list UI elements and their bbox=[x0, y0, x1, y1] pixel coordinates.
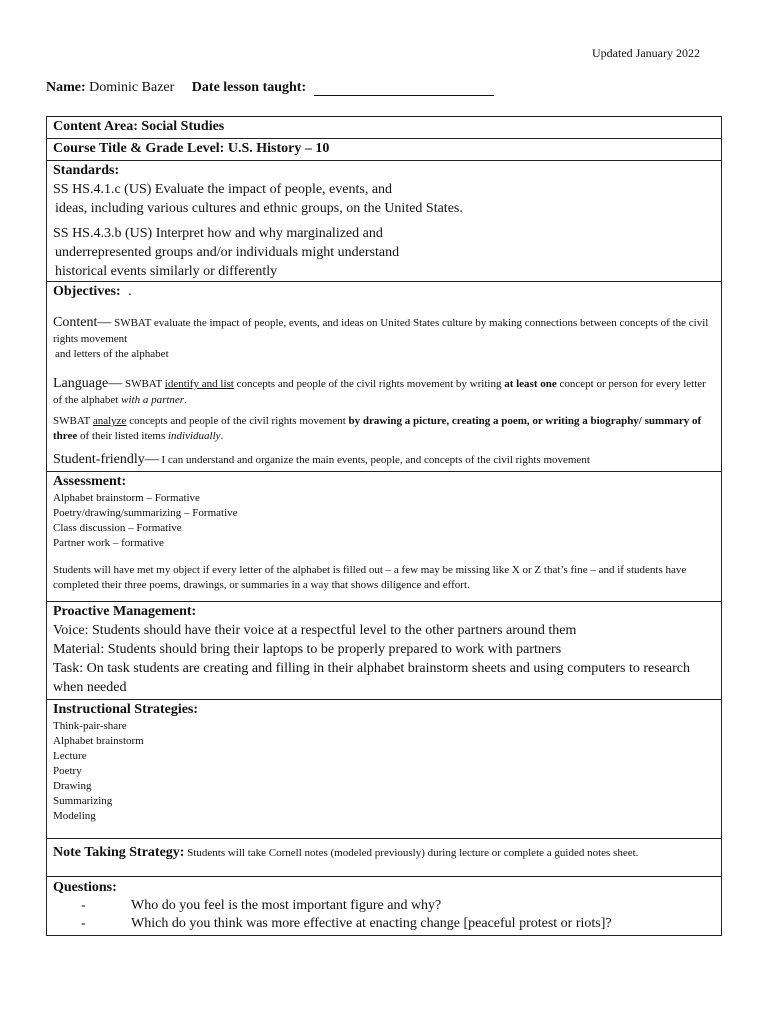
name-label: Name: bbox=[46, 80, 86, 95]
strategy-item: Poetry bbox=[53, 765, 82, 777]
lesson-plan-table bbox=[46, 116, 722, 936]
teacher-name: Dominic Bazer bbox=[89, 80, 175, 95]
objective-swbat bbox=[53, 414, 715, 444]
questions-section bbox=[47, 877, 721, 935]
content-area: Content Area: Social Studies bbox=[47, 117, 721, 139]
lang-bold: at least one bbox=[504, 378, 557, 390]
lang-text-c: concept or person for every letter of the alphabet bbox=[53, 378, 706, 406]
content-label: Content— bbox=[53, 315, 112, 330]
swbat-text-a: SWBAT bbox=[53, 415, 93, 427]
management-heading: Proactive Management: bbox=[53, 604, 197, 619]
strategy-item: Drawing bbox=[53, 780, 92, 792]
standards-heading: Standards: bbox=[53, 163, 120, 178]
date-blank-line bbox=[314, 81, 494, 96]
assessment-item: Poetry/drawing/summarizing – Formative bbox=[53, 507, 238, 519]
standards-section bbox=[47, 161, 721, 282]
swbat-text-c: of their listed items bbox=[77, 430, 168, 442]
swbat-bold: by drawing a picture, creating a poem, or writing a biography/ summary of three bbox=[53, 415, 702, 442]
objective-language bbox=[53, 374, 715, 408]
assessment-section bbox=[47, 472, 721, 602]
updated-date: Updated January 2022 bbox=[592, 46, 700, 60]
lang-underlined: identify and list bbox=[164, 378, 234, 390]
question-item bbox=[53, 897, 715, 915]
bullet-dash-icon: - bbox=[81, 898, 86, 913]
standard-1-line-1: SS HS.4.1.c (US) Evaluate the impact of people, events, and bbox=[53, 182, 393, 197]
student-friendly-text: I can understand and organize the main events, people, and concepts of the civil rights movement bbox=[158, 454, 590, 466]
question-text: Which do you think was more effective at enacting change [peaceful protest or riots]? bbox=[131, 916, 612, 931]
assessment-heading: Assessment: bbox=[53, 474, 127, 489]
lang-text-d: . bbox=[184, 394, 187, 406]
lesson-header bbox=[46, 80, 494, 96]
objectives-heading-mark: . bbox=[128, 284, 132, 299]
content-text: SWBAT evaluate the impact of people, events, and ideas on United States culture by making connections between concepts of the civil rights movement bbox=[53, 317, 709, 345]
standard-2-line-3: historical events similarly or differently bbox=[55, 264, 278, 279]
question-text: Who do you feel is the most important figure and why? bbox=[131, 898, 442, 913]
swbat-italic: individually bbox=[167, 430, 221, 442]
lang-italic: with a partner bbox=[121, 394, 185, 406]
strategies-heading: Instructional Strategies: bbox=[53, 702, 199, 717]
assessment-item: Partner work – formative bbox=[53, 537, 164, 549]
question-item bbox=[53, 915, 715, 933]
bullet-dash-icon: - bbox=[81, 916, 86, 931]
objectives-heading bbox=[53, 283, 715, 301]
note-taking-heading: Note Taking Strategy: bbox=[53, 845, 185, 860]
swbat-text-b: concepts and people of the civil rights movement bbox=[126, 415, 349, 427]
swbat-underlined: analyze bbox=[92, 415, 127, 427]
assessment-item: Class discussion – Formative bbox=[53, 522, 182, 534]
standard-1-line-2: ideas, including various cultures and ethnic groups, on the United States. bbox=[55, 201, 463, 216]
standard-2-line-2: underrepresented groups and/or individuals might understand bbox=[55, 245, 400, 260]
objectives-heading-text: Objectives: bbox=[53, 284, 121, 299]
assessment-note: Students will have met my object if every letter of the alphabet is filled out – a few may be missing like X or Z that’s fine – and if students have completed their three poems, drawings, or summaries in a way that shows diligence and effort. bbox=[53, 564, 687, 591]
strategy-item: Think-pair-share bbox=[53, 720, 127, 732]
course-title: Course Title & Grade Level: U.S. History – 10 bbox=[47, 139, 721, 161]
objective-content-2: and letters of the alphabet bbox=[55, 348, 169, 360]
student-friendly-label: Student-friendly— bbox=[53, 452, 159, 467]
assessment-item: Alphabet brainstorm – Formative bbox=[53, 492, 200, 504]
objectives-section bbox=[47, 282, 721, 472]
note-taking-section bbox=[47, 839, 721, 877]
management-section bbox=[47, 602, 721, 700]
strategy-item: Summarizing bbox=[53, 795, 113, 807]
language-label: Language— bbox=[53, 376, 123, 391]
strategies-section bbox=[47, 700, 721, 839]
strategy-item: Modeling bbox=[53, 810, 96, 822]
strategy-item: Lecture bbox=[53, 750, 87, 762]
management-task: Task: On task students are creating and filling in their alphabet brainstorm sheets and using computers to research when needed bbox=[53, 661, 691, 695]
objective-student-friendly bbox=[53, 450, 715, 469]
questions-heading: Questions: bbox=[53, 880, 117, 895]
objective-content bbox=[53, 313, 715, 347]
standard-2-line-1: SS HS.4.3.b (US) Interpret how and why marginalized and bbox=[53, 226, 383, 241]
management-voice: Voice: Students should have their voice at a respectful level to the other partners around them bbox=[53, 623, 577, 638]
management-material: Material: Students should bring their laptops to be properly prepared to work with partners bbox=[53, 642, 562, 657]
note-taking-text: Students will take Cornell notes (modeled previously) during lecture or complete a guided notes sheet. bbox=[184, 847, 639, 859]
strategy-item: Alphabet brainstorm bbox=[53, 735, 144, 747]
lang-text-b: concepts and people of the civil rights movement by writing bbox=[233, 378, 505, 390]
lang-text-a: SWBAT bbox=[122, 378, 165, 390]
swbat-text-d: . bbox=[220, 430, 224, 442]
date-label: Date lesson taught: bbox=[191, 80, 307, 95]
